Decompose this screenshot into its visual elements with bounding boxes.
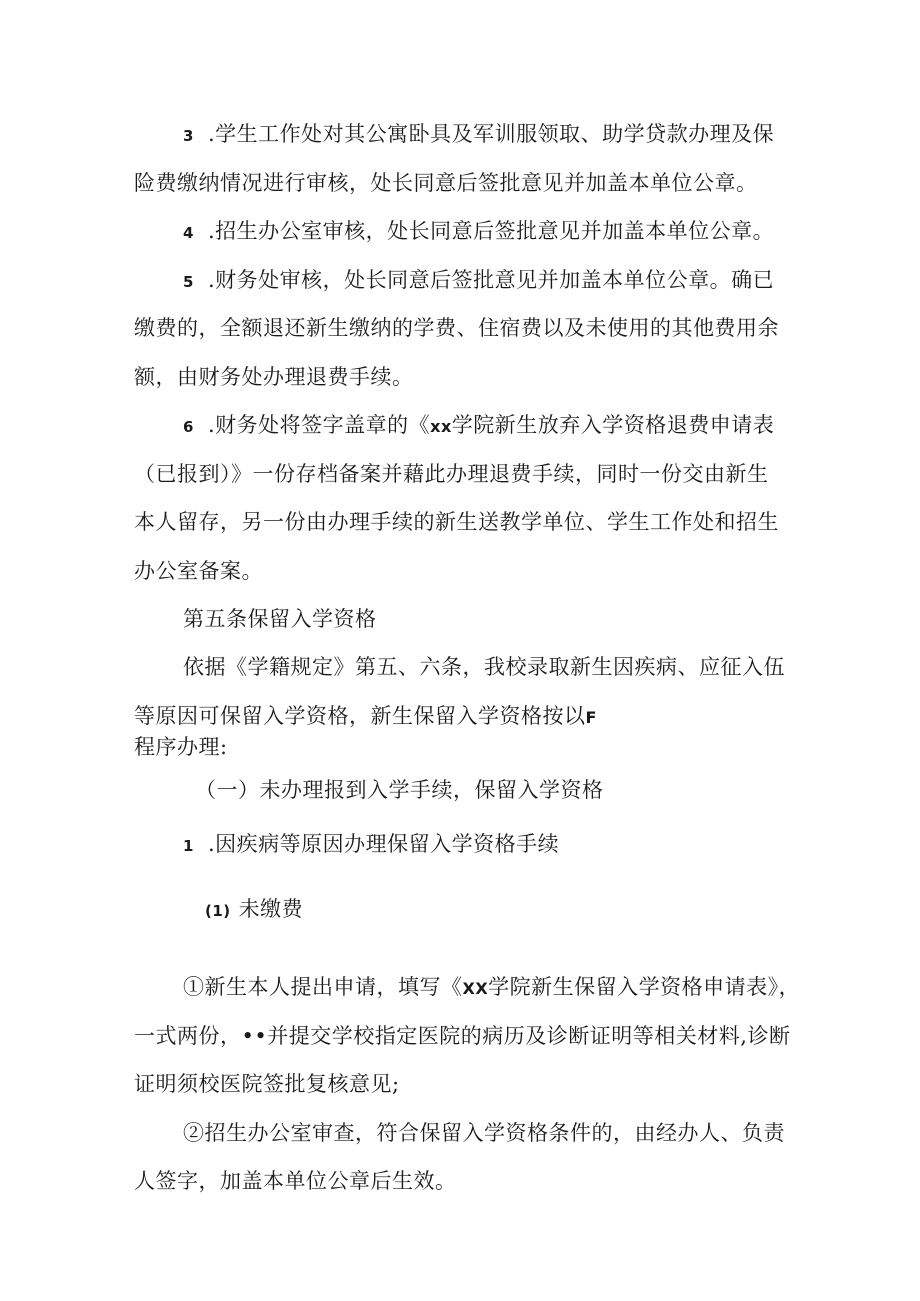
step-1-line-2: 一式两份，••并提交学校指定医院的病历及诊断证明等相关材料,诊断: [134, 1024, 791, 1048]
item-3-line-2: 险费缴纳情况进行审核，处长同意后签批意见并加盖本单位公章。: [134, 171, 758, 195]
item-number: 4: [183, 224, 194, 242]
item-text: 学院新生放弃入学资格退费申请表: [451, 413, 775, 437]
para-text: 等原因可保留入学资格，新生保留入学资格按以: [134, 704, 586, 728]
article-5-para-line-2: [134, 701, 597, 733]
item-6-line-2: （已报到）》一份存档备案并藉此办理退费手续，同时一份交由新生: [134, 462, 769, 486]
item-6-line-3: 本人留存，另一份由办理手续的新生送教学单位、学生工作处和招生: [134, 510, 779, 534]
article-5-title: 第五条保留入学资格: [183, 607, 377, 631]
item-6-line-1: [183, 410, 774, 442]
item-text: 未缴费: [238, 897, 304, 921]
article-5-para-line-1: 依据《学籍规定》第五、六条，我校录取新生因疾病、应征入伍: [183, 655, 785, 679]
school-placeholder: xx: [430, 417, 452, 436]
article-5-para-line-3: 程序办理:: [134, 735, 228, 759]
item-6-line-4: 办公室备案。: [134, 559, 263, 583]
sub-1a-heading: [205, 894, 303, 926]
school-placeholder: XX: [462, 979, 489, 998]
sub-1-heading: [183, 829, 559, 861]
step-1-line-1: [183, 972, 800, 1004]
step-1-line-3: 证明须校医院签批复核意见;: [134, 1072, 400, 1096]
item-5-line-1: [183, 265, 774, 297]
step-text: 学院新生保留入学资格申请表》，: [488, 975, 801, 999]
section-1-title: （一）未办理报到入学手续，保留入学资格: [195, 778, 604, 802]
step-2-line-1: ②招生办公室审查，符合保留入学资格条件的，由经办人、负责: [183, 1121, 785, 1145]
item-text: .财务处将签字盖章的《: [207, 413, 431, 437]
item-number: 5: [183, 273, 194, 291]
item-text: .学生工作处对其公寓卧具及军训服领取、助学贷款办理及保: [207, 122, 775, 146]
item-5-line-3: 额，由财务处办理退费手续。: [134, 365, 414, 389]
item-text: .财务处审核，处长同意后签批意见并加盖本单位公章。确已: [207, 268, 775, 292]
item-text: .因疾病等原因办理保留入学资格手续: [207, 832, 560, 856]
item-number: 6: [183, 418, 194, 436]
item-number: 1: [183, 837, 194, 855]
item-5-line-2: 缴费的，全额退还新生缴纳的学费、住宿费以及未使用的其他费用余: [134, 316, 779, 340]
step-text: ①新生本人提出申请，填写《: [183, 975, 463, 999]
item-text: .招生办公室审核，处长同意后签批意见并加盖本单位公章。: [207, 219, 775, 243]
step-2-line-2: 人签字，加盖本单位公章后生效。: [134, 1169, 457, 1193]
item-3-line-1: [183, 119, 774, 151]
item-4-line-1: [183, 216, 774, 248]
item-number: (1): [205, 902, 231, 920]
ocr-artifact: F: [585, 708, 597, 727]
item-number: 3: [183, 127, 194, 145]
